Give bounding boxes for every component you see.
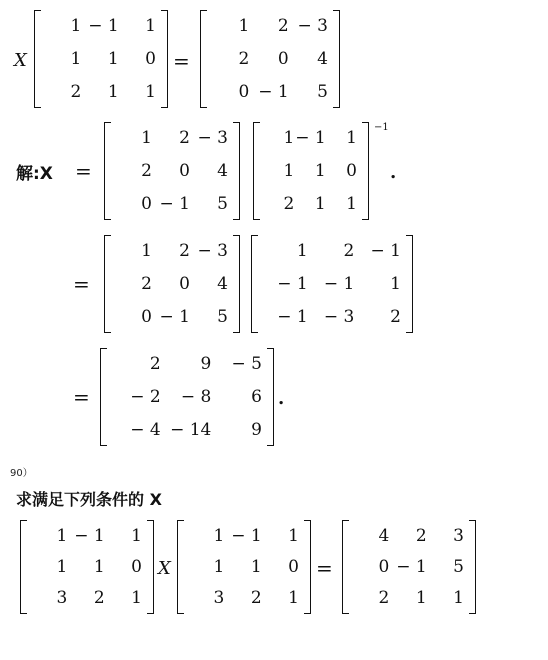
- matrix-cell: − 8: [180, 387, 212, 407]
- matrix-cell: 5: [453, 557, 464, 577]
- matrix-cell: − 1: [159, 193, 190, 214]
- matrix-cell: − 2: [130, 387, 161, 407]
- matrix-cell: 2: [93, 588, 105, 609]
- right-bracket: [406, 235, 413, 333]
- matrix-cell: 0: [288, 557, 299, 577]
- matrix-cell: 1: [283, 161, 295, 181]
- problem-number: 90）: [10, 468, 33, 479]
- equals-sign: =: [173, 49, 190, 73]
- left-bracket: [34, 10, 41, 108]
- matrix-cell: 2: [149, 354, 161, 375]
- matrix-cell: 5: [317, 81, 328, 102]
- left-bracket: [104, 235, 111, 333]
- right-bracket: [362, 122, 369, 220]
- matrix-cell: 4: [378, 525, 390, 546]
- matrix-cell: − 1: [396, 557, 427, 577]
- matrix-cell: 2: [238, 49, 250, 69]
- x-symbol: X: [14, 50, 27, 71]
- left-bracket: [100, 348, 107, 446]
- matrix-cell: − 1: [258, 81, 289, 102]
- matrix-cell: − 3: [297, 16, 328, 37]
- matrix-cell: 1: [213, 557, 225, 577]
- matrix-cell: − 1: [277, 306, 308, 327]
- matrix-cell: 1: [70, 16, 82, 37]
- matrix-cell: 1: [296, 241, 308, 262]
- matrix-cell: 9: [200, 354, 212, 375]
- matrix-cell: 2: [277, 16, 289, 37]
- matrix-cell: 1: [56, 557, 68, 577]
- matrix-cell: − 3: [323, 306, 355, 327]
- matrix-cell: − 1: [88, 16, 119, 37]
- matrix-cell: 0: [145, 49, 156, 69]
- matrix-cell: 2: [378, 588, 390, 609]
- matrix-cell: 1: [346, 193, 357, 214]
- matrix-cell: − 1: [323, 274, 355, 294]
- matrix-cell: 4: [217, 274, 228, 294]
- left-bracket: [200, 10, 207, 108]
- matrix-cell: 1: [141, 241, 152, 262]
- matrix-cell: 0: [346, 161, 357, 181]
- right-bracket: [233, 122, 240, 220]
- left-bracket: [104, 122, 111, 220]
- matrix-cell: 1: [93, 557, 105, 577]
- matrix-cell: 2: [283, 193, 295, 214]
- matrix-cell: 2: [70, 81, 82, 102]
- period: .: [390, 162, 397, 183]
- matrix-cell: 0: [277, 49, 289, 69]
- matrix-result: [100, 348, 274, 446]
- left-bracket: [253, 122, 260, 220]
- matrix-cell: 0: [141, 306, 152, 327]
- matrix-cell: 0: [378, 557, 390, 577]
- right-bracket: [469, 520, 476, 614]
- inverse-superscript: −1: [374, 122, 389, 133]
- matrix-cell: 1: [288, 525, 299, 546]
- matrix-cell: 1: [107, 81, 119, 102]
- matrix-p90-left: [20, 520, 154, 614]
- matrix-p89-right: [200, 10, 340, 108]
- matrix-cell: − 14: [170, 419, 212, 440]
- matrix-cell: 1: [346, 128, 357, 149]
- problem-prompt: 求满足下列条件的 X: [16, 490, 162, 509]
- matrix-cell: 2: [179, 241, 190, 262]
- left-bracket: [20, 520, 27, 614]
- matrix-cell: 1: [415, 588, 427, 609]
- matrix-cell: 0: [141, 193, 152, 214]
- right-bracket: [333, 10, 340, 108]
- matrix-cell: 1: [288, 588, 299, 609]
- matrix-cell: − 3: [197, 241, 228, 262]
- matrix-cell: − 1: [370, 241, 401, 262]
- right-bracket: [304, 520, 311, 614]
- matrix-step2-a: [104, 235, 240, 333]
- matrix-cell: 1: [283, 128, 295, 149]
- right-bracket: [233, 235, 240, 333]
- matrix-cell: 0: [179, 161, 190, 181]
- matrix-cell: − 1: [277, 274, 308, 294]
- left-bracket: [342, 520, 349, 614]
- matrix-cell: 9: [251, 419, 262, 440]
- matrix-cell: 3: [453, 525, 464, 546]
- matrix-cell: − 5: [231, 354, 262, 375]
- matrix-step2-b: [251, 235, 413, 333]
- matrix-cell: − 4: [130, 419, 161, 440]
- matrix-cell: 1: [141, 128, 152, 149]
- solution-label: 解:X: [16, 164, 53, 184]
- matrix-cell: 4: [317, 49, 328, 69]
- matrix-cell: 1: [238, 16, 250, 37]
- equals-sign: =: [73, 272, 90, 296]
- matrix-cell: 1: [70, 49, 82, 69]
- matrix-cell: 2: [250, 588, 262, 609]
- right-bracket: [147, 520, 154, 614]
- matrix-cell: 6: [251, 387, 262, 407]
- matrix-cell: 0: [179, 274, 190, 294]
- matrix-solution-a: [104, 122, 240, 220]
- x-symbol: X: [158, 558, 171, 579]
- matrix-cell: − 1: [74, 525, 105, 546]
- equals-sign: =: [316, 556, 333, 580]
- matrix-cell: 1: [314, 193, 326, 214]
- matrix-cell: 0: [238, 81, 250, 102]
- matrix-cell: 1: [213, 525, 225, 546]
- matrix-p90-middle: [177, 520, 311, 614]
- matrix-cell: 1: [453, 588, 464, 609]
- matrix-cell: 5: [217, 193, 228, 214]
- matrix-cell: 3: [213, 588, 225, 609]
- matrix-cell: 3: [56, 588, 68, 609]
- matrix-cell: 1: [145, 81, 156, 102]
- matrix-cell: 2: [343, 241, 355, 262]
- right-bracket: [161, 10, 168, 108]
- right-bracket: [267, 348, 274, 446]
- matrix-cell: 1: [390, 274, 401, 294]
- matrix-cell: 2: [141, 161, 152, 181]
- matrix-cell: − 1: [295, 128, 326, 149]
- matrix-cell: 1: [250, 557, 262, 577]
- matrix-cell: 2: [141, 274, 152, 294]
- matrix-cell: 1: [131, 588, 142, 609]
- matrix-cell: 2: [390, 306, 401, 327]
- equals-sign: =: [73, 385, 90, 409]
- left-bracket: [177, 520, 184, 614]
- matrix-cell: 0: [131, 557, 142, 577]
- matrix-cell: 1: [145, 16, 156, 37]
- equals-sign: =: [75, 159, 92, 183]
- matrix-cell: 1: [131, 525, 142, 546]
- matrix-cell: 5: [217, 306, 228, 327]
- left-bracket: [251, 235, 258, 333]
- matrix-p90-right: [342, 520, 476, 614]
- matrix-cell: 2: [415, 525, 427, 546]
- matrix-p89-left: [34, 10, 168, 108]
- matrix-cell: 4: [217, 161, 228, 181]
- matrix-cell: − 3: [197, 128, 228, 149]
- matrix-solution-b: [253, 122, 369, 220]
- matrix-cell: 1: [107, 49, 119, 69]
- matrix-cell: − 1: [159, 306, 190, 327]
- matrix-cell: − 1: [231, 525, 262, 546]
- matrix-cell: 1: [56, 525, 68, 546]
- matrix-cell: 2: [179, 128, 190, 149]
- matrix-cell: 1: [314, 161, 326, 181]
- period: .: [278, 388, 285, 409]
